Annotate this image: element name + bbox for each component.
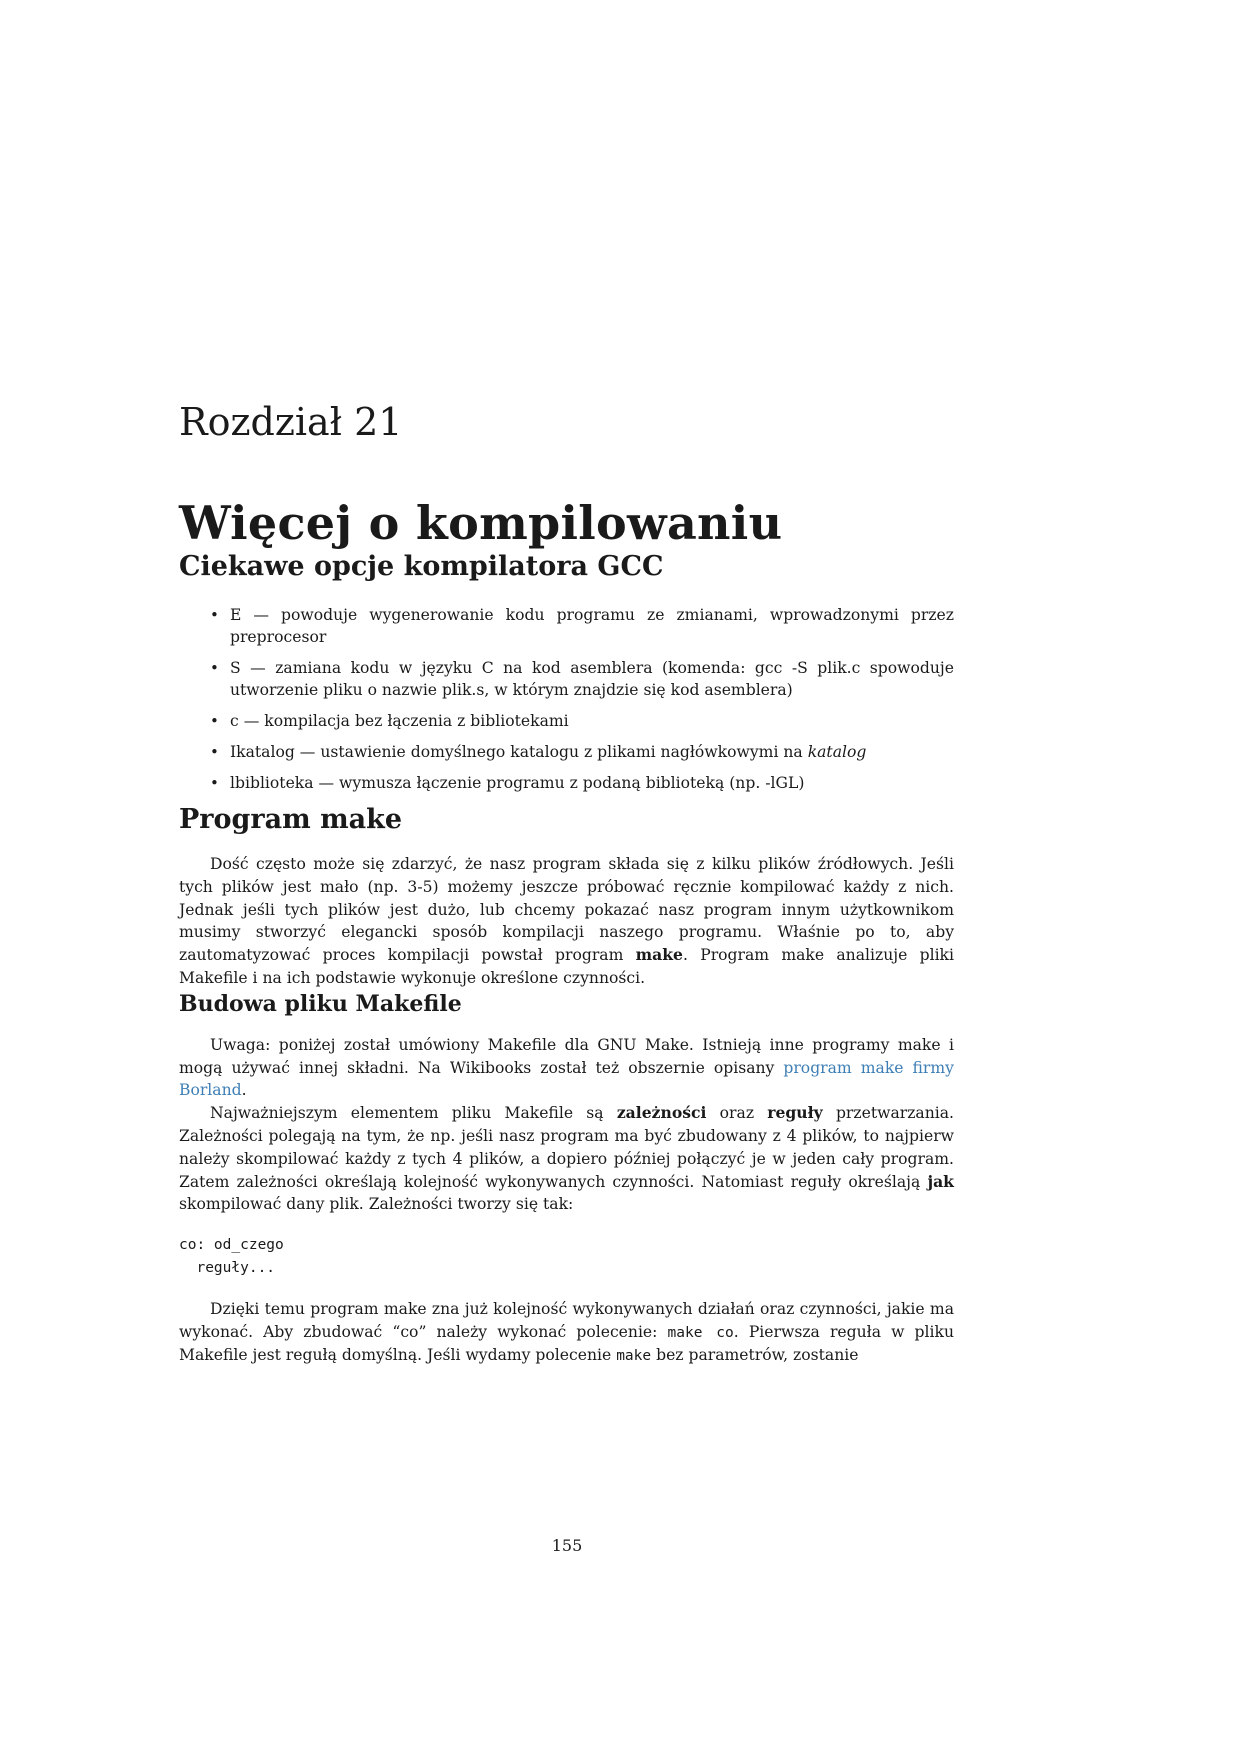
list-item	[179, 772, 954, 794]
text-run: przetwarzania. Zależności polegają na tym, że np. jeśli nasz program ma być zbudowany z 4 plików, to najpierw należy skompilować każdy z tych 4 plików, a dopiero później połączyć je w jeden cały program. Zatem zależności określają kolejność wykonywanych czynności. Natomiast reguły określają	[179, 1104, 954, 1191]
bullet-icon: •	[210, 606, 219, 624]
text-run: Dość często może się zdarzyć, że nasz program składa się z kilku plików źródłowych. Jeśli tych plików jest mało (np. 3-5) możemy jeszcze próbować ręcznie kompilować każdy z nich. Jednak jeśli tych plików jest dużo, lub chcemy pokazać nasz program innym użytkownikom musimy stworzyć elegancki sposób kompilacji naszego programu. Właśnie po to, aby zautomatyzować proces kompilacji powstał program	[179, 855, 954, 965]
bold-term-reguly: reguły	[767, 1103, 823, 1123]
makefile-paragraph-1	[179, 1034, 954, 1102]
subsection-heading-makefile: Budowa pliku Makefile	[179, 990, 462, 1017]
list-item-text: Ikatalog — ustawienie domyślnego katalogu z plikami nagłówkowymi na	[230, 743, 808, 761]
makefile-paragraph-2	[179, 1102, 954, 1216]
chapter-title: Więcej o kompilowaniu	[179, 496, 783, 550]
bullet-icon: •	[210, 743, 219, 761]
make-paragraph	[179, 853, 954, 990]
text-run: .	[241, 1081, 247, 1100]
list-item-text: c — kompilacja bez łączenia z bibliotekami	[230, 712, 569, 730]
makefile-paragraph-3	[179, 1298, 954, 1368]
page-content	[179, 400, 954, 1368]
text-run: Uwaga: poniżej został umówiony Makefile dla GNU Make. Istnieją inne programy make i mogą używać innej składni. Na Wikibooks został też obszernie opisany	[179, 1035, 954, 1077]
bullet-icon: •	[210, 659, 219, 677]
list-item	[179, 657, 954, 701]
section-heading-make: Program make	[179, 804, 403, 835]
list-item	[179, 710, 954, 732]
code-block: co: od_czego reguły...	[179, 1237, 284, 1276]
section-heading-gcc: Ciekawe opcje kompilatora GCC	[179, 551, 664, 582]
text-run: bez parametrów, zostanie	[651, 1346, 859, 1365]
page-number: 155	[551, 1536, 583, 1555]
list-item-text: lbiblioteka — wymusza łączenie programu z podaną biblioteką (np. -lGL)	[230, 774, 805, 792]
gcc-options-list	[179, 604, 954, 794]
inline-code: make co	[667, 1324, 734, 1341]
list-item-text: S — zamiana kodu w języku C na kod asemblera (komenda: gcc -S plik.c spowoduje utworzenie pliku o nazwie plik.s, w którym znajdzie się kod asemblera)	[230, 659, 954, 699]
text-run: . Pierwsza reguła w pliku Makefile jest regułą domyślną. Jeśli wydamy polecenie	[179, 1322, 954, 1365]
list-item-text: E — powoduje wygenerowanie kodu programu ze zmianami, wprowadzonymi przez preprocesor	[230, 606, 954, 646]
chapter-label: Rozdział 21	[179, 400, 403, 444]
text-run: . Program make analizuje pliki Makefile i na ich podstawie wykonuje określone czynności.	[179, 946, 954, 987]
text-run: oraz	[706, 1104, 768, 1123]
text-run: Dzięki temu program make zna już kolejność wykonywanych działań oraz czynności, jakie ma wykonać. Aby zbudować “co” należy wykonać polecenie:	[179, 1299, 954, 1341]
bullet-icon: •	[210, 774, 219, 792]
borland-make-link[interactable]: program make firmy Borland	[179, 1058, 954, 1100]
list-item	[179, 741, 954, 763]
bold-term-make: make	[635, 945, 683, 965]
text-run: skompilować dany plik. Zależności tworzy się tak:	[179, 1195, 574, 1214]
list-item	[179, 604, 954, 648]
inline-code: make	[616, 1348, 652, 1365]
bold-term-jak: jak	[927, 1171, 954, 1191]
bold-term-zaleznosci: zależności	[616, 1103, 707, 1123]
list-item-emphasis: katalog	[807, 743, 867, 761]
bullet-icon: •	[210, 712, 219, 730]
text-run: Najważniejszym elementem pliku Makefile są	[210, 1104, 617, 1123]
